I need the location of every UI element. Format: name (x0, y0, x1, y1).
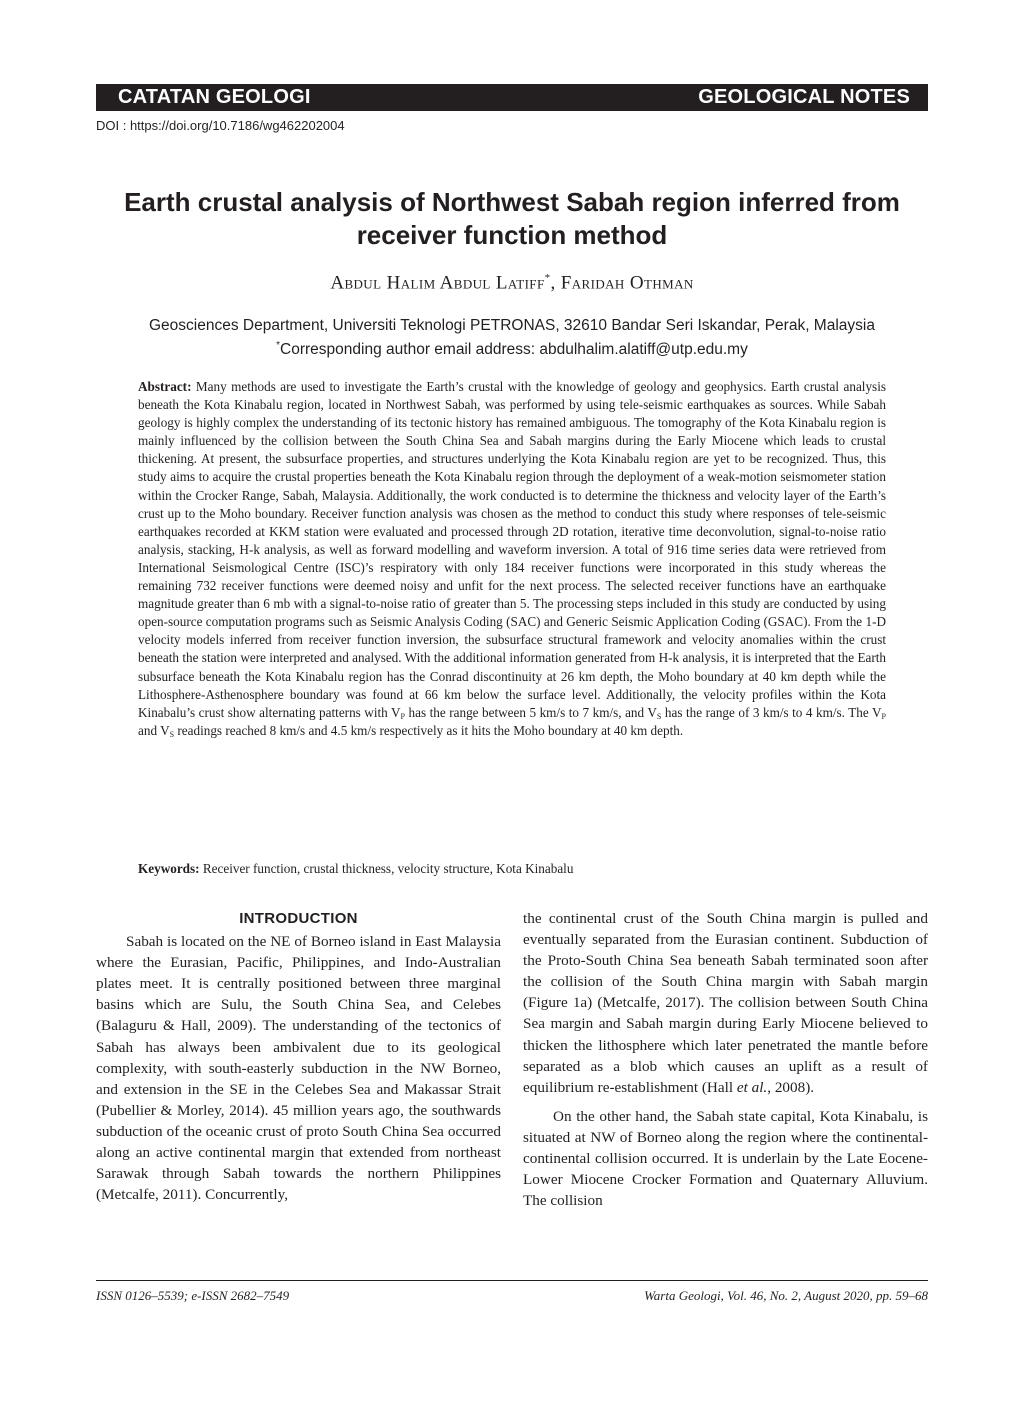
author-name: Abdul Halim Abdul Latiff (330, 272, 545, 294)
keywords (138, 860, 886, 878)
corresponding-author-email: Corresponding author email address: abdulhalim.alatiff@utp.edu.my (280, 341, 748, 359)
citation-etal: et al. (736, 1078, 768, 1096)
author-separator: , (550, 272, 561, 294)
footer-issn: ISSN 0126–5539; e-ISSN 2682–7549 (96, 1288, 290, 1303)
body-text: the continental crust of the South China margin is pulled and eventually separated from the Eurasian continent. Subduction of the Proto-South China Sea beneath Sabah terminated soon after the collision of the South China margin with Sabah margin (Figure 1a) (Metcalfe, 2017). The collision between South China Sea margin and Sabah margin during Early Miocene believed to thicken the lithosphere which later penetrated the mantle before separated as a blob which causes an uplift as a result of equilibrium re-establishment (Hall (523, 910, 928, 1096)
affiliation-block (96, 316, 928, 360)
subscript: P (881, 711, 886, 721)
body-paragraph: On the other hand, the Sabah state capital, Kota Kinabalu, is situated at NW of Borneo along the region where the continental-continental collision occurred. It is underlain by the Late Eocene-Lower Miocene Crocker Formation and Quaternary Alluvium. The collision (523, 1107, 928, 1210)
body-column-right (523, 908, 928, 1211)
abstract-text: has the range of 3 km/s to 4 km/s. The V (661, 704, 882, 720)
body-column-left (96, 908, 501, 1205)
body-text: , 2008). (767, 1078, 815, 1096)
abstract-text: and V (138, 722, 170, 738)
banner-left-label: CATATAN GEOLOGI (118, 86, 311, 108)
corresponding-mark: * (544, 272, 551, 284)
section-heading: INTRODUCTION (239, 910, 358, 927)
subscript: S (169, 729, 175, 739)
abstract-text: readings reached 8 km/s and 4.5 km/s respectively as it hits the Moho boundary at 40 km depth. (174, 722, 684, 738)
doi-link[interactable]: DOI : https://doi.org/10.7186/wg462202004 (96, 118, 345, 133)
subscript: S (656, 711, 662, 721)
abstract-label: Abstract: (138, 379, 192, 394)
section-banner (96, 84, 928, 111)
footer-citation: Warta Geologi, Vol. 46, No. 2, August 2020, pp. 59–68 (644, 1288, 928, 1303)
keywords-label: Keywords: (138, 861, 200, 876)
banner-right-label: GEOLOGICAL NOTES (698, 86, 910, 108)
corresponding-author-line (96, 336, 928, 360)
abstract (138, 378, 886, 740)
abstract-text: has the range between 5 km/s to 7 km/s, and V (405, 704, 657, 720)
body-paragraph (523, 908, 928, 1098)
subscript: P (400, 711, 405, 721)
corresponding-mark: * (276, 340, 281, 351)
affiliation-department: Geosciences Department, Universiti Teknologi PETRONAS, 32610 Bandar Seri Iskandar, Perak, Malaysia (149, 317, 875, 334)
body-paragraph: Sabah is located on the NE of Borneo island in East Malaysia where the Eurasian, Pacific, Philippines, and Indo-Australian plates meet. It is centrally positioned between three marginal basins which are Sulu, the South China Sea, and Celebes (Balaguru & Hall, 2009). The understanding of the tectonics of Sabah has always been ambivalent due to its geological complexity, with south-easterly subduction in the NW Borneo, and extension in the SE in the Celebes Sea and Makassar Strait (Pubellier & Morley, 2014). 45 million years ago, the southwards subduction of the oceanic crust of proto South China Sea occurred along an active continental margin that extended from northeast Sarawak through Sabah towards the northern Philippines (Metcalfe, 2011). Concurrently, (96, 933, 501, 1204)
keywords-text: Receiver function, crustal thickness, velocity structure, Kota Kinabalu (199, 861, 574, 876)
footer-divider (96, 1280, 928, 1281)
paper-title: Earth crustal analysis of Northwest Sabah region inferred from receiver function method (124, 187, 900, 250)
abstract-text: Many methods are used to investigate the Earth’s crustal with the knowledge of geology and geophysics. Earth crustal analysis beneath the Kota Kinabalu region, located in Northwest Sabah, was performed by using tele-seismic earthquakes as sources. While Sabah geology is highly complex the understanding of its tectonic history has remained ambiguous. The tomography of the Kota Kinabalu region is mainly influenced by the collision between the South China Sea and Sabah margins during the Early Miocene which leads to crustal thickening. At present, the subsurface properties, and structures underlying the Kota Kinabalu region are yet to be recognized. Thus, this study aims to acquire the crustal properties beneath the Kota Kinabalu region through the deployment of a weak-motion seismometer station within the Crocker Range, Sabah, Malaysia. Additionally, the work conducted is to determine the thickness and velocity layer of the Earth’s crust up to the Moho boundary. Receiver function analysis was chosen as the method to conduct this study where responses of tele-seismic earthquakes recorded at KKM station were evaluated and processed through 2D rotation, iterative time deconvolution, signal-to-noise ratio analysis, stacking, H-k analysis, as well as forward modelling and waveform inversion. A total of 916 time series data were retrieved from International Seismological Centre (ISC)’s respiratory with only 184 receiver functions were incorporated in this study whereas the remaining 732 receiver functions were deemed noisy and unfit for the next process. The selected receiver functions have an earthquake magnitude greater than 6 mb with a signal-to-noise ratio of greater than 5. The processing steps included in this study are conducted by using open-source computation programs such as Seismic Analysis Coding (SAC) and Generic Seismic Application Coding (GSAC). From the 1-D velocity models inferred from receiver function inversion, the subsurface structural framework and velocity anomalies within the crust beneath the station were interpreted and analysed. With the additional information generated from H-k analysis, it is interpreted that the Earth subsurface beneath the Kota Kinabalu region has the Conrad discontinuity at 26 km depth, the Moho boundary at 40 km depth while the Lithosphere-Asthenosphere boundary was found at 66 km below the surface level. Additionally, the velocity profiles within the Kota Kinabalu’s crust show alternating patterns with V (138, 379, 886, 720)
author-name: Faridah Othman (560, 272, 694, 294)
author-list (96, 272, 928, 294)
